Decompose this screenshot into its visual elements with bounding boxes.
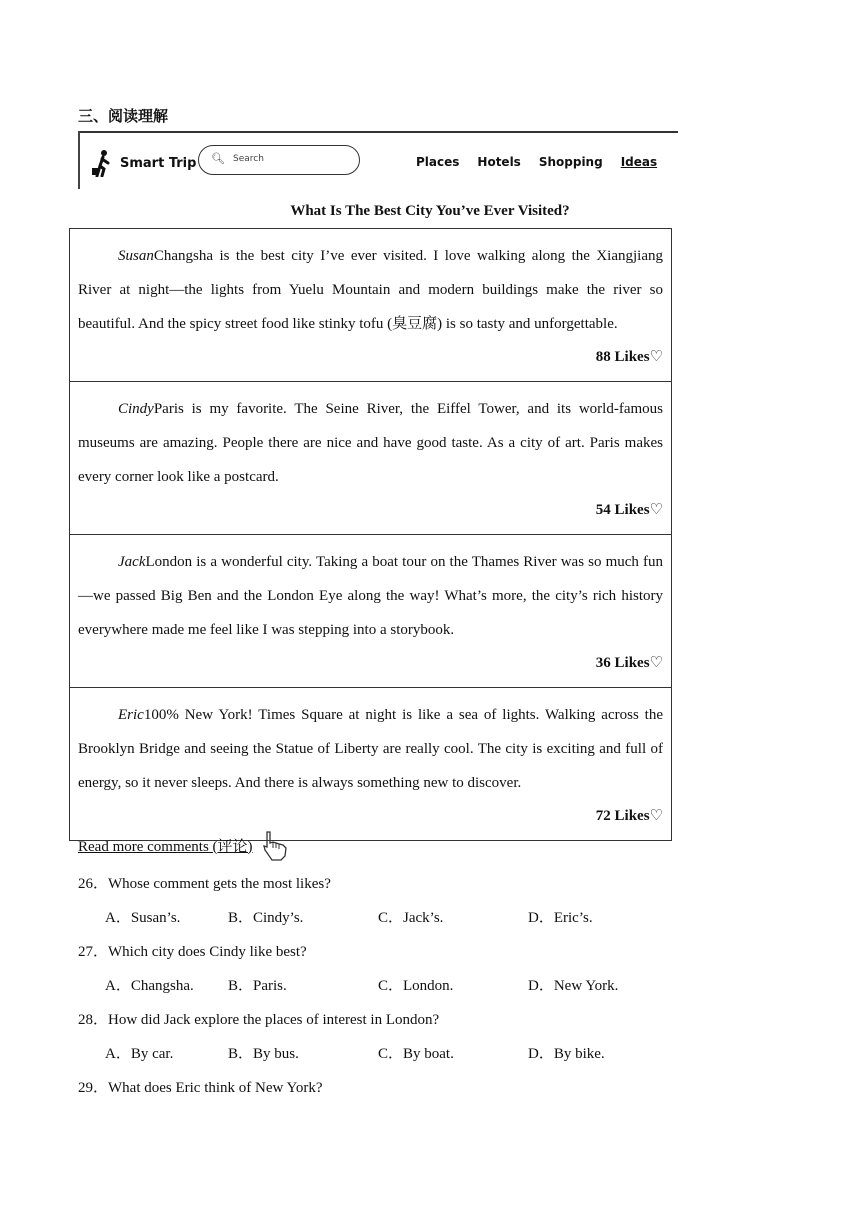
like-count[interactable]: 88 Likes♡ (595, 349, 663, 365)
comment-jack (70, 535, 671, 688)
option-c[interactable]: C．Jack’s. (378, 910, 444, 926)
option-c[interactable]: C．London. (378, 978, 454, 994)
nav-shopping[interactable]: Shopping (538, 155, 603, 169)
option-d[interactable]: D．By bike. (528, 1046, 605, 1062)
comment-body (78, 239, 663, 341)
post-title: What Is The Best City You’ve Ever Visited? (290, 203, 570, 219)
section-heading: 三、阅读理解 (78, 107, 169, 125)
like-count[interactable]: 54 Likes♡ (595, 502, 663, 518)
search-placeholder: Search (233, 154, 264, 164)
nav-hotels[interactable]: Hotels (477, 155, 521, 169)
comment-text: London is a wonderful city. Taking a boat tour on the Thames River was so much fun—we passed Big Ben and the London Eye along the way! What’s more, the city’s rich history everywhere made me feel like I was stepping into a storybook. (78, 554, 663, 638)
read-more-link[interactable] (78, 828, 293, 862)
pointing-hand-icon (259, 828, 293, 862)
option-d[interactable]: D．New York. (528, 978, 619, 994)
header-border (78, 131, 80, 189)
read-more-label: Read more comments (评论) (78, 838, 253, 855)
search-input[interactable] (198, 145, 360, 175)
option-a[interactable]: A．By car. (105, 1046, 174, 1062)
nav-places[interactable]: Places (416, 155, 460, 169)
comment-susan (70, 229, 671, 382)
comment-text: Paris is my favorite. The Seine River, the Eiffel Tower, and its world-famous museums are amazing. People there are nice and have good taste. As a city of art. Paris makes every corner look like a postcard. (78, 401, 663, 485)
traveler-icon (90, 149, 114, 177)
comment-author: Jack (118, 554, 146, 570)
brand-logo[interactable] (90, 149, 196, 177)
comment-author: Susan (118, 248, 154, 264)
question-26: 26．Whose comment gets the most likes? (78, 876, 331, 892)
comment-author: Eric (118, 707, 144, 723)
nav-ideas[interactable]: Ideas (620, 155, 658, 169)
option-a[interactable]: A．Susan’s. (105, 910, 181, 926)
like-count[interactable]: 72 Likes♡ (595, 808, 663, 824)
question-29: 29．What does Eric think of New York? (78, 1080, 323, 1096)
site-nav (416, 155, 657, 169)
comment-author: Cindy (118, 401, 154, 417)
question-27: 27．Which city does Cindy like best? (78, 944, 307, 960)
header-rule (78, 131, 678, 133)
comments-table (69, 228, 672, 841)
option-b[interactable]: B．Paris. (228, 978, 287, 994)
brand-name: Smart Trip (120, 155, 197, 171)
search-icon: 🔍︎ (211, 152, 225, 165)
question-28: 28．How did Jack explore the places of interest in London? (78, 1012, 440, 1028)
comment-text: Changsha is the best city I’ve ever visited. I love walking along the Xiangjiang River at night—the lights from Yuelu Mountain and modern buildings make the river so beautiful. And the spicy street food like stinky tofu (臭豆腐) is so tasty and unforgettable. (78, 248, 663, 332)
option-b[interactable]: B．Cindy’s. (228, 910, 304, 926)
option-d[interactable]: D．Eric’s. (528, 910, 593, 926)
comment-cindy (70, 382, 671, 535)
site-header (78, 131, 678, 189)
comment-body (78, 698, 663, 800)
option-b[interactable]: B．By bus. (228, 1046, 299, 1062)
comment-eric (70, 688, 671, 840)
option-a[interactable]: A．Changsha. (105, 978, 194, 994)
comment-text: 100% New York! Times Square at night is like a sea of lights. Walking across the Brooklyn Bridge and seeing the Statue of Liberty are really cool. The city is exciting and full of energy, so it never sleeps. And there is always something new to discover. (78, 707, 663, 791)
comment-body (78, 392, 663, 494)
comment-body (78, 545, 663, 647)
option-c[interactable]: C．By boat. (378, 1046, 454, 1062)
like-count[interactable]: 36 Likes♡ (595, 655, 663, 671)
